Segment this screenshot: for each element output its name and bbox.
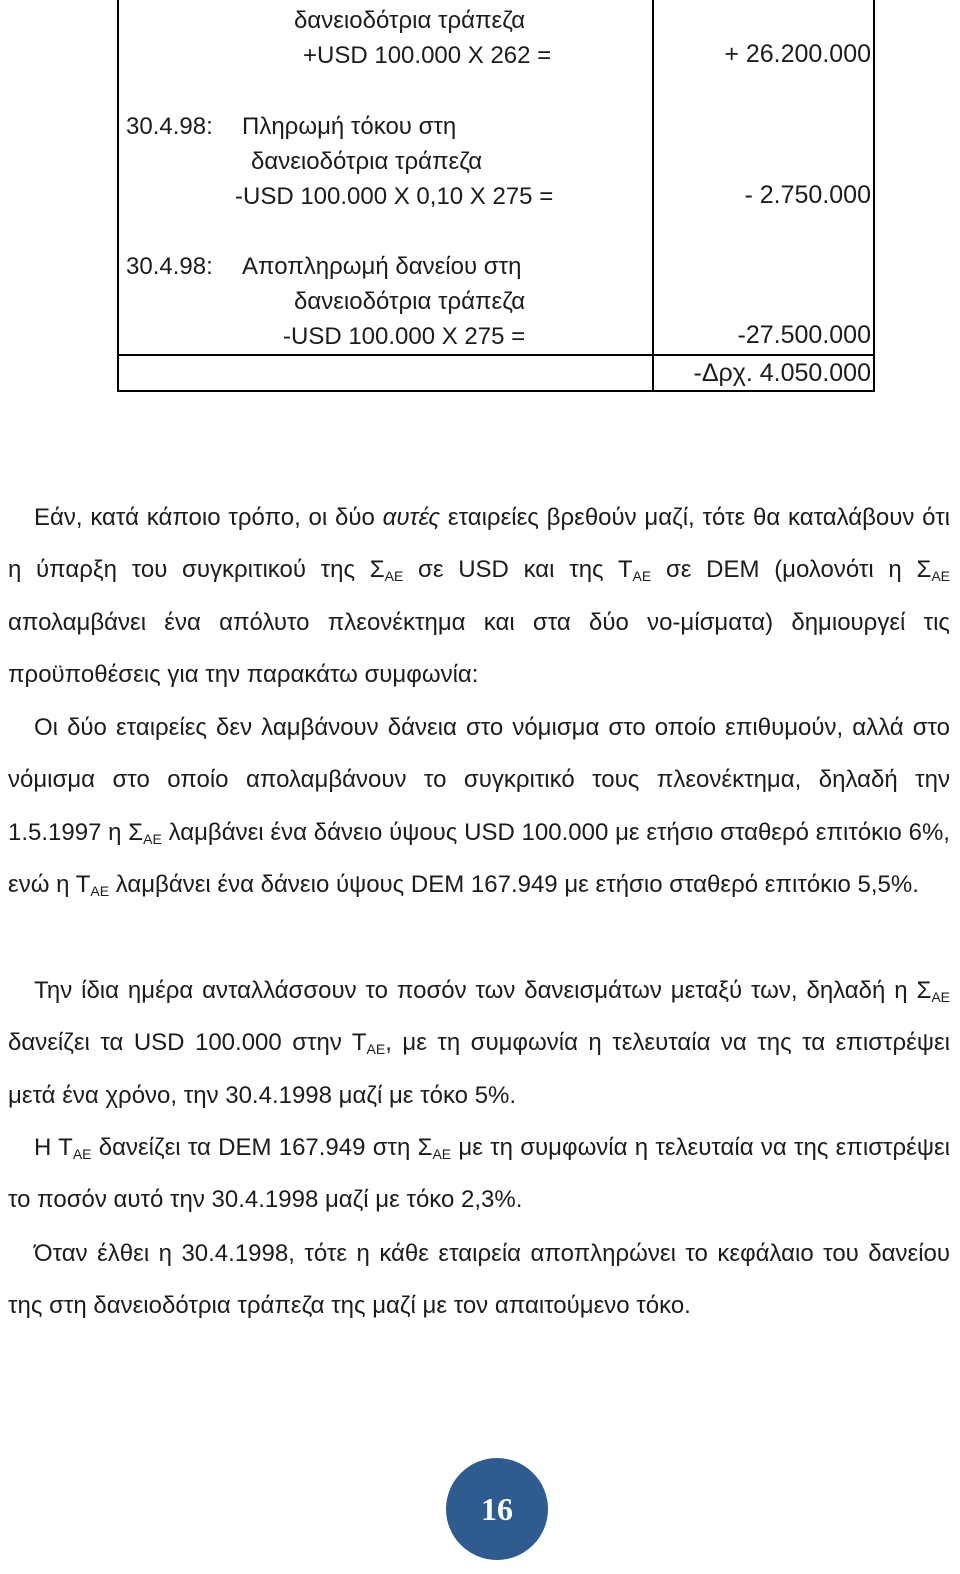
paragraph-5: Όταν έλθει η 30.4.1998, τότε η κάθε εταιρεία αποπληρώνει το κεφάλαιο του δανείου της στη δανειοδότρια τράπεζα της μαζί με τον απαιτούμενο τόκο.	[8, 1240, 950, 1320]
table-border-right	[873, 0, 875, 392]
row2-line3: -USD 100.000 X 0,10 X 275 =	[235, 183, 554, 210]
table-total: -Δρχ. 4.050.000	[693, 359, 871, 387]
page-number: 16	[481, 1490, 513, 1527]
page-number-badge	[446, 1458, 548, 1560]
row3-date: 30.4.98:	[126, 253, 213, 280]
row3-line3: -USD 100.000 X 275 =	[283, 323, 526, 350]
row2-line1: Πληρωμή τόκου στη	[242, 113, 457, 140]
paragraph-4: Η $T_{AE}$ δανείζει τα DEM 167.949 στη $\Sigma_{AE}$ με τη συμφωνία η τελευταία να της επιστρέψει το ποσόν αυτό την 30.4.1998 μαζί με τόκο 2,3%.	[8, 1134, 950, 1214]
table-row-divider	[117, 354, 875, 356]
row3-line1: Αποπληρωμή δανείου στη	[242, 253, 522, 280]
row2-line2: δανειοδότρια τράπεζα	[251, 148, 483, 175]
table-border-bottom	[117, 390, 875, 392]
table-column-divider	[652, 0, 654, 392]
paragraph-3: Την ίδια ημέρα ανταλλάσσουν το ποσόν των δανεισμάτων μεταξύ των, δηλαδή η $\Sigma_{AE}$ δανείζει τα USD 100.000 στην $T_{AE}$, με τη συμφωνία η τελευταία να της τα επιστρέψει μετά ένα χρόνο, την 30.4.1998 μαζί με τόκο 5%.	[8, 977, 950, 1109]
row2-amount: - 2.750.000	[744, 181, 871, 209]
row3-amount: -27.500.000	[737, 321, 871, 349]
row1-amount: + 26.200.000	[724, 40, 871, 68]
paragraph-1: Εάν, κατά κάποιο τρόπο, οι δύο αυτές εταιρείες βρεθούν μαζί, τότε θα καταλάβουν ότι η ύπαρξη του συγκριτικού της $\Sigma_{AE}$ σε USD και της $T_{AE}$ σε DEM (μολονότι η $\Sigma_{AE}$ απολαμβάνει ένα απόλυτο πλεονέκτημα και στα δύο νο-μίσματα) δημιουργεί τις προϋποθέσεις για την παρακάτω συμφωνία:	[8, 504, 951, 689]
calculation-table	[117, 0, 875, 392]
row3-line2: δανειοδότρια τράπεζα	[294, 288, 526, 315]
row1-line2: +USD 100.000 X 262 =	[303, 42, 552, 69]
paragraph-2: Οι δύο εταιρείες δεν λαμβάνουν δάνεια στο νόμισμα στο οποίο επιθυμούν, αλλά στο νόμισμα στο οποίο απολαμβάνουν το συγκριτικό τους πλεονέκτημα, δηλαδή την 1.5.1997 η $\Sigma_{AE}$ λαμβάνει ένα δάνειο ύψους USD 100.000 με ετήσιο σταθερό επιτόκιο 6%, ενώ η $T_{AE}$ λαμβάνει ένα δάνειο ύψους DEM 167.949 με ετήσιο σταθερό επιτόκιο 5,5%.	[8, 714, 950, 900]
table-border-left	[117, 0, 119, 392]
row1-line1: δανειοδότρια τράπεζα	[294, 7, 526, 34]
row2-date: 30.4.98:	[126, 113, 213, 140]
